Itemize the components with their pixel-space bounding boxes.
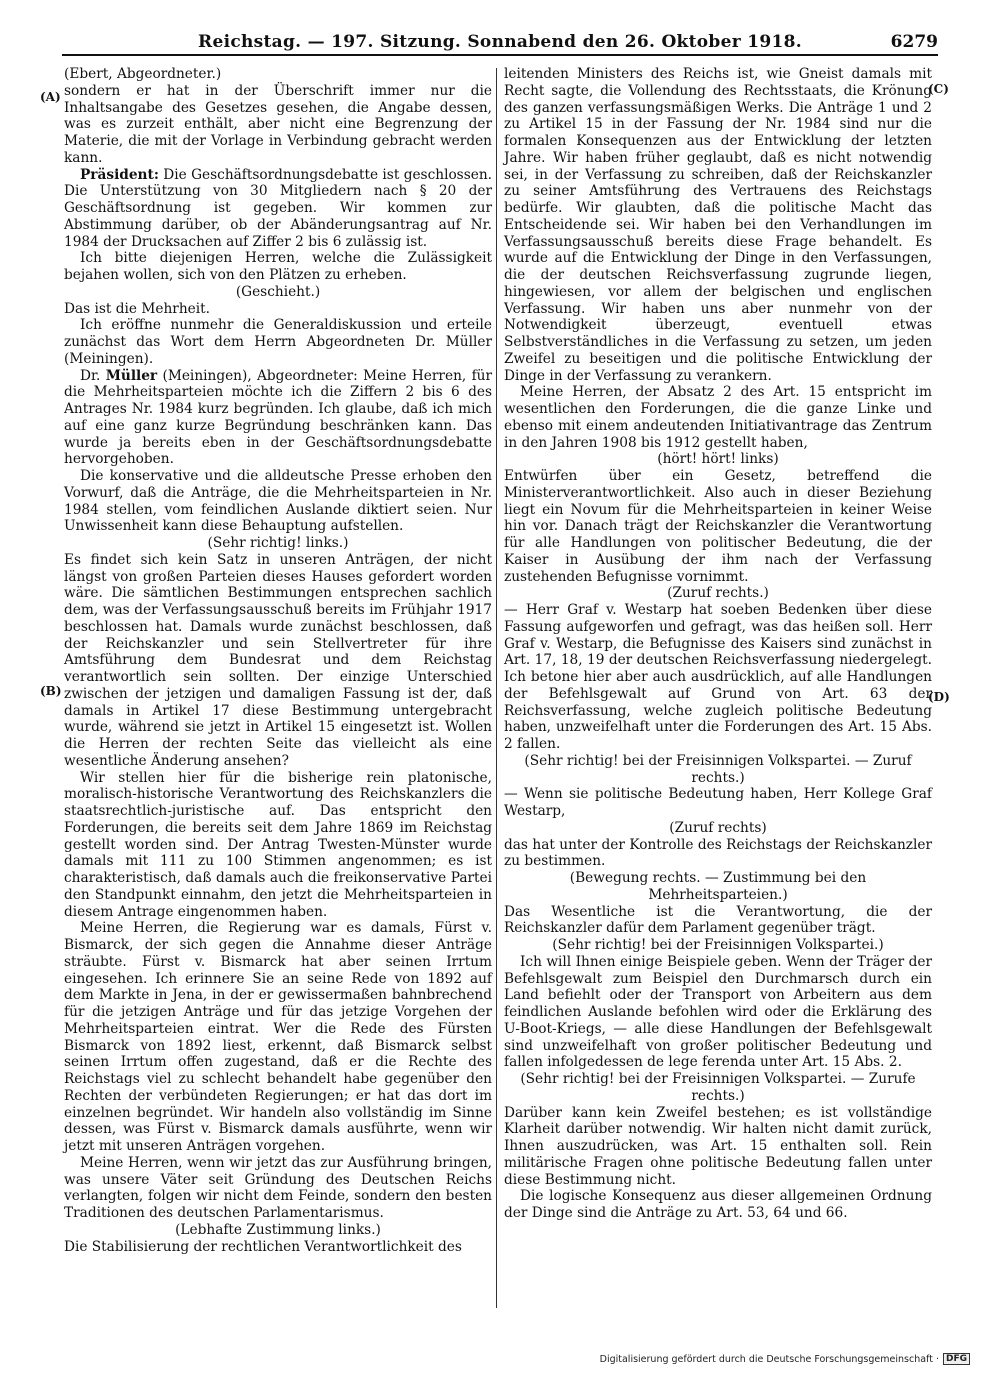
paragraph: Die logische Konsequenz aus dieser allgemeinen Ordnung der Dinge sind die Anträge zu Art. 53, 64 und 66. [504,1188,932,1221]
paragraph [64,167,492,251]
page-number: 6279 [890,32,938,52]
paragraph: Meine Herren, die Regierung war es damals, Fürst v. Bismarck, der sich gegen die Annahme dieser Anträge sträubte. Fürst v. Bismarck hat aber seinen Irrtum eingesehen. Ich erinnere Sie an seine Rede von 1892 auf dem Markte in Jena, in der er gewissermaßen bahnbrechend für die jetzigen Anträge und für das jetzige Vorgehen der Mehrheitsparteien eintrat. Wer die Rede des Fürsten Bismarck von 1892 liest, erkennt, daß Bismarck selbst seinen Irrtum offen zugestand, daß er die Rechte des Reichstags viel zu schlecht behandelt habe gegenüber den Rechten der verbündeten Regierungen; er hat das dort im einzelnen begründet. Wir handeln also vollständig im Sinne dessen, was Fürst v. Bismarck damals ausführte, wenn wir jetzt mit unseren Anträgen vorgehen. [64,920,492,1154]
interjection: (Sehr richtig! bei der Freisinnigen Volkspartei. — Zurufe rechts.) [520,1071,916,1104]
paragraph: Entwürfen über ein Gesetz, betreffend die Ministerverantwortlichkeit. Also auch in dieser Beziehung liegt ein Novum für die Mehrheitsparteien in keiner Weise hin vor. Danach trägt der Reichskanzler die Verantwortung für alle Handlungen von politischer Bedeutung, die der Kaiser in Ausübung der ihm nach der Verfassung zustehenden Befugnisse vornimmt. [504,468,932,585]
margin-mark-b: (B) [40,684,62,698]
interjection: (Geschieht.) [235,283,321,300]
speaker-name: Präsident: [80,166,159,183]
paragraph: Darüber kann kein Zweifel bestehen; es ist vollständige Klarheit darüber notwendig. Wir halten nicht damit zurück, Ihnen auszudrücken, was Art. 15 enthalten soll. Rein militärische Fragen ohne politische Bedeutung fallen unter diese Bestimmung nicht. [504,1104,932,1188]
paragraph-text: (Meiningen), Abgeordneter: Meine Herren, für die Mehrheitsparteien möchte ich die Ziffern 2 bis 6 des Antrages Nr. 1984 kurz begründen. Ich glaube, daß ich mich auf eine ganz kurze Begründung beschränken kann. Das wurde ja bereits eben in der Geschäftsordnungsdebatte hervorgehoben. [64,367,492,468]
paragraph: das hat unter der Kontrolle des Reichstags der Reichskanzler zu bestimmen. [504,836,932,870]
running-head: Reichstag. — 197. Sitzung. Sonnabend den 26. Oktober 1918. [198,32,802,52]
paragraph [64,368,492,469]
paragraph: sondern er hat in der Überschrift immer nur die Inhaltsangabe des Gesetzes gesehen, die Angabe dessen, was es zurzeit enthält, aber nicht eine Begrenzung der Materie, die mit der Vorlage in Verbindung gebracht werden kann. [64,82,492,166]
margin-mark-d: (D) [928,690,950,704]
paragraph: Wir stellen hier für die bisherige rein platonische, moralisch-historische Verantwortung des Reichskanzlers die staatsrechtlich-juristische auf. Das entspricht den Forderungen, die bereits seit dem Jahre 1869 im Reichstag gestellt worden sind. Der Antrag Twesten-Münster wurde damals mit 111 zu 100 Stimmen angenommen; es ist charakteristisch, daß damals auch die freikonservative Partei den Standpunkt einnahm, den jetzt die Mehrheitsparteien in diesem Antrage eingenommen haben. [64,769,492,920]
interjection: (Zuruf rechts) [669,819,767,836]
interjection: (Sehr richtig! links.) [207,535,349,551]
interjection: (Zuruf rechts.) [667,585,769,602]
footer [600,1353,970,1365]
paragraph-text: Die Geschäftsordnungsdebatte ist geschlossen. Die Unterstützung von 30 Mitgliedern nach § 20 der Geschäftsordnung ist gegeben. Wir kommen zur Abstimmung darüber, ob der Abänderungsantrag auf Nr. 1984 der Drucksachen auf Ziffer 2 bis 6 zulässig ist. [64,166,492,250]
interjection: (Bewegung rechts. — Zustimmung bei den Mehrheitsparteien.) [569,870,867,903]
dfg-logo: DFG [943,1353,970,1365]
paragraph: Ich eröffne nunmehr die Generaldiskussion und erteile zunächst das Wort dem Herrn Abgeordneten Dr. Müller (Meiningen). [64,317,492,367]
margin-mark-a: (A) [40,90,61,104]
right-column [504,66,932,1222]
paragraph-text: Dr. [80,367,106,384]
paragraph: Die Stabilisierung der rechtlichen Verantwortlichkeit des [64,1238,462,1255]
speaker-note: (Ebert, Abgeordneter.) [64,66,222,82]
paragraph: leitenden Ministers des Reichs ist, wie Gneist damals mit Recht sagte, die Vollendung des Rechtsstaats, die Krönung des ganzen verfassungsmäßigen Werks. Die Anträge 1 und 2 zu Artikel 15 in der Fassung der Nr. 1984 sind nur die formalen Konsequenzen aus der Entwicklung der letzten Jahre. Wir haben früher geglaubt, daß es nicht notwendig sei, in der Verfassung zu schreiben, daß der Reichskanzler zu seiner Amtsführung des Vertrauens des Reichstags bedürfe. Wir glaubten, daß die politische Macht das Entscheidende sei. Wir haben bei den Verhandlungen im Verfassungsausschuß bereits diese Frage behandelt. Es wurde auf die Entwicklung der Dinge in den Verfassungen, die der deutschen Reichsverfassung zugrunde liegen, hingewiesen, vor allem der belgischen und englischen Verfassung. Wir haben uns aber nunmehr von der Notwendigkeit überzeugt, eventuell etwas Selbstverständliches in die Verfassung zu setzen, um jeden Zweifel zu beseitigen und die politische Entwicklung der Dinge in der Verfassung zu verankern. [504,66,932,384]
column-divider [496,68,497,1308]
footer-credit: Digitalisierung gefördert durch die Deutsche Forschungsgemeinschaft · [599,1353,939,1365]
paragraph: Es findet sich kein Satz in unseren Anträgen, der nicht längst von großen Parteien dieses Hauses gefordert worden wäre. Die sämtlichen Bestimmungen entsprechen sachlich dem, was der Verfassungsausschuß bereits im Frühjahr 1917 beschlossen hat. Damals wurde zunächst beschlossen, daß der Reichskanzler und sein Stellvertreter für ihre Amtsführung dem Bundesrat und dem Reichstag verantwortlich sein sollten. Der einzige Unterschied zwischen der jetzigen und damaligen Fassung ist der, daß damals in Artikel 17 diese Bestimmung untergebracht wurde, während sie jetzt in Artikel 15 eingesetzt ist. Wollen die Herren der rechten Seite das vielleicht als eine wesentliche Änderung ansehen? [64,551,492,769]
interjection: (Sehr richtig! bei der Freisinnigen Volkspartei. — Zuruf rechts.) [524,752,912,786]
paragraph: Die konservative und die alldeutsche Presse erhoben den Vorwurf, daß die Anträge, die die Mehrheitsparteien in Nr. 1984 stellen, vom feindlichen Auslande diktiert seien. Nur Unwissenheit kann diese Behauptung aufstellen. [64,468,492,535]
paragraph: Ich bitte diejenigen Herren, welche die Zulässigkeit bejahen wollen, sich von den Plätzen zu erheben. [64,250,492,283]
paragraph: Das ist die Mehrheit. [64,300,210,317]
interjection: (Lebhafte Zustimmung links.) [175,1221,381,1238]
paragraph: — Wenn sie politische Bedeutung haben, Herr Kollege Graf Westarp, [504,786,932,819]
left-column [64,66,492,1255]
paragraph: Das Wesentliche ist die Verantwortung, die der Reichskanzler dafür dem Parlament gegenüber trägt. [504,903,932,937]
speaker-name: Müller [105,367,158,384]
paragraph: Meine Herren, der Absatz 2 des Art. 15 entspricht im wesentlichen den Forderungen, die die ganze Linke und ebenso mit einem andeutenden Initiativantrage das Zentrum in den Jahren 1908 bis 1912 gestellt haben, [504,384,932,451]
interjection: (hört! hört! links) [657,451,779,468]
margin-mark-c: (C) [928,82,949,96]
paragraph: Ich will Ihnen einige Beispiele geben. Wenn der Träger der Befehlsgewalt zum Beispiel den Durchmarsch durch ein Land befiehlt oder der Transport von Arbeitern aus dem feindlichen Auslande befohlen wird oder die Erklärung des U-Boot-Kriegs, — alle diese Handlungen der Befehlsgewalt sind unzweifelhaft von großer politischer Bedeutung und fallen infolgedessen de lege ferenda unter Art. 15 Abs. 2. [504,953,932,1071]
interjection: (Sehr richtig! bei der Freisinnigen Volkspartei.) [552,937,884,953]
page-header [62,32,938,56]
paragraph: Meine Herren, wenn wir jetzt das zur Ausführung bringen, was unsere Väter seit Gründung des Deutschen Reichs verlangten, folgen wir nicht dem Feinde, sondern den besten Traditionen des deutschen Parlamentarismus. [64,1154,492,1221]
paragraph: — Herr Graf v. Westarp hat soeben Bedenken über diese Fassung aufgeworfen und gefragt, was das heißen soll. Herr Graf v. Westarp, die Befugnisse des Kaisers sind zunächst in Art. 17, 18, 19 der deutschen Reichsverfassung niedergelegt. Ich betone hier aber auch ausdrücklich, auf alle Handlungen der Befehlsgewalt auf Grund von Art. 63 der Reichsverfassung, welche zugleich politische Bedeutung haben, unzweifelhaft unter die Forderungen des Art. 15 Abs. 2 fallen. [504,602,932,752]
